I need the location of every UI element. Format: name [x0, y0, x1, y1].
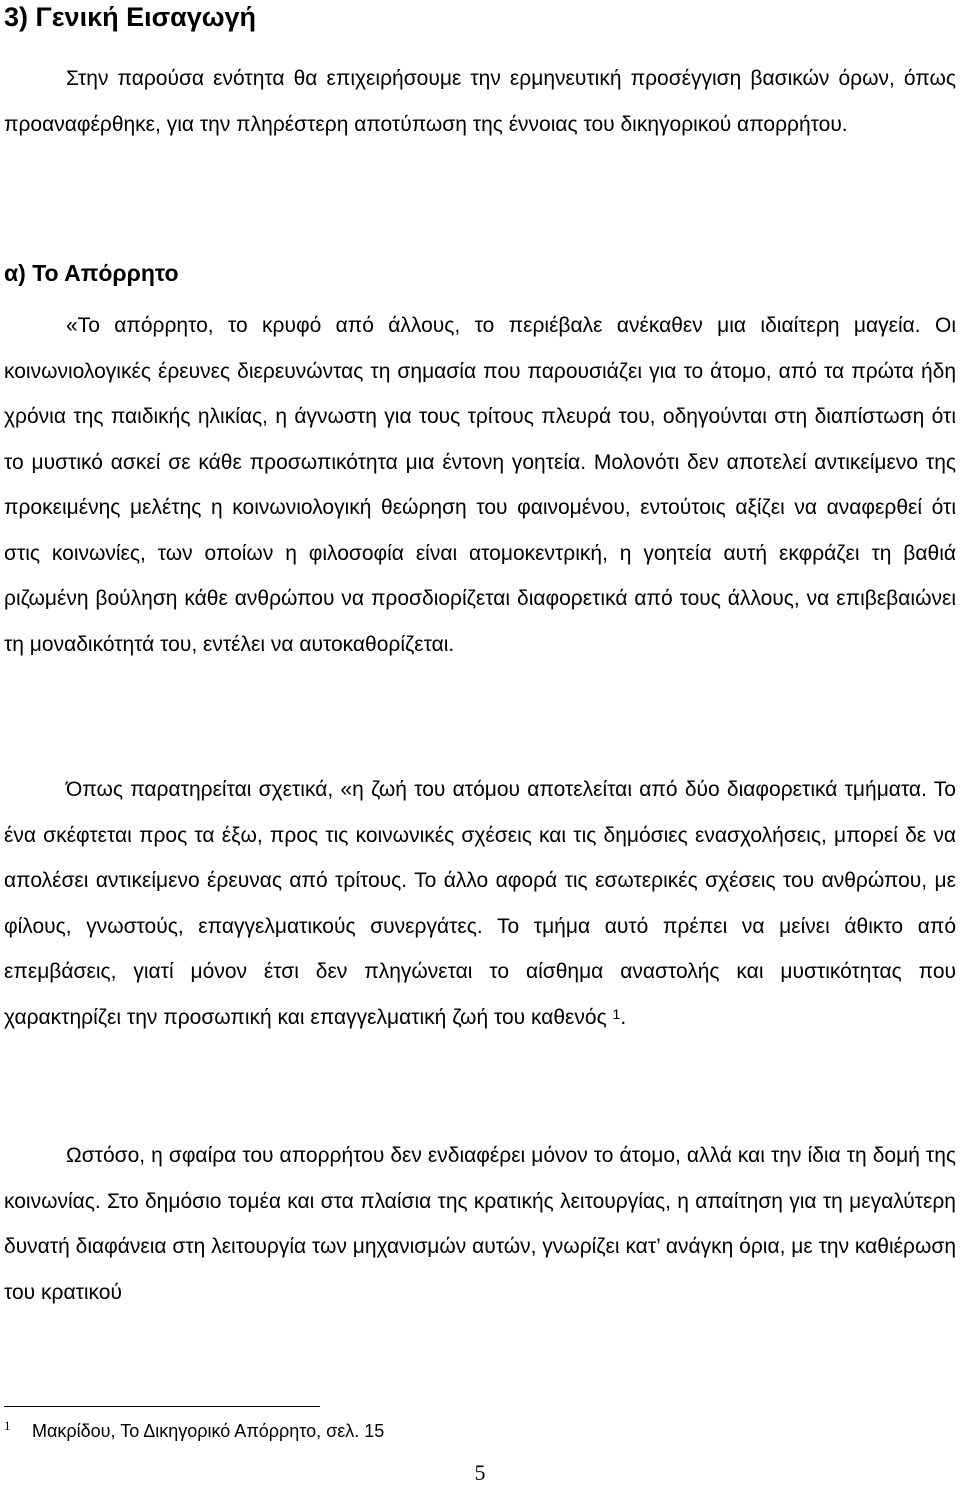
footnote-text: Μακρίδου, Το Δικηγορικό Απόρρητο, σελ. 15 — [32, 1421, 385, 1441]
footnote-reference: 1 — [612, 1005, 621, 1022]
subsection-heading: α) Το Απόρρητο — [4, 260, 179, 286]
body-paragraph-2 — [4, 767, 956, 1040]
section-heading: 3) Γενική Εισαγωγή — [4, 2, 257, 32]
page-number: 5 — [474, 1460, 486, 1485]
body-paragraph-3: Ωστόσο, η σφαίρα του απορρήτου δεν ενδιαφέρει μόνον το άτομο, αλλά και την ίδια τη δομή της κοινωνίας. Στο δημόσιο τομέα και στα πλαίσια της κρατικής λειτουργίας, η απαίτηση για τη μεγαλύτερη δυνατή διαφάνεια στη λειτουργία των μηχανισμών αυτών, γνωρίζει κατ’ ανάγκη όρια, με την καθιέρωση του κρατικού — [4, 1144, 956, 1304]
body-paragraph-2-end: . — [620, 1005, 627, 1029]
body-paragraph-2-text: Όπως παρατηρείται σχετικά, «η ζωή του ατόμου αποτελείται από δύο διαφορετικά τμήματα. Το ένα σκέφτεται προς τα έξω, προς τις κοινωνικές σχέσεις και τις δημόσιες ενασχολήσεις, μπορεί δε να απολέσει αντικείμενο έρευνας από τρίτους. Το άλλο αφορά τις εσωτερικές σχέσεις του ανθρώπου, με φίλους, γνωστούς, επαγγελματικούς συνεργάτες. Το τμήμα αυτό πρέπει να μείνει άθικτο από επεμβάσεις, γιατί μόνον έτσι δεν πληγώνεται το αίσθημα αναστολής και μυστικότητας που χαρακτηρίζει την προσωπική και επαγγελματική ζωή του καθενός — [4, 778, 956, 1029]
body-paragraph-1: «Το απόρρητο, το κρυφό από άλλους, το περιέβαλε ανέκαθεν μια ιδιαίτερη μαγεία. Οι κοινωνιολογικές έρευνες διερευνώντας τη σημασία που παρουσιάζει για το άτομο, από τα πρώτα ήδη χρόνια της παιδικής ηλικίας, η άγνωστη για τους τρίτους πλευρά του, οδηγούνται στη διαπίστωση ότι το μυστικό ασκεί σε κάθε προσωπικότητα μια έντονη γοητεία. Μολονότι δεν αποτελεί αντικείμενο της προκειμένης μελέτης η κοινωνιολογική θεώρηση του φαινομένου, εντούτοις αξίζει να αναφερθεί ότι στις κοινωνίες, των οποίων η φιλοσοφία είναι ατομοκεντρική, η γοητεία αυτή εκφράζει τη βαθιά ριζωμένη βούληση κάθε ανθρώπου να προσδιορίζεται διαφορετικά από τους άλλους, να επιβεβαιώνει τη μοναδικότητά του, εντέλει να αυτοκαθορίζεται. — [4, 314, 956, 656]
intro-paragraph: Στην παρούσα ενότητα θα επιχειρήσουμε την ερμηνευτική προσέγγιση βασικών όρων, όπως προαναφέρθηκε, για την πληρέστερη αποτύπωση της έννοιας του δικηγορικού απορρήτου. — [4, 67, 956, 136]
footnote: 1 Μακρίδου, Το Δικηγορικό Απόρρητο, σελ. 15 — [4, 1418, 385, 1441]
footnote-separator — [4, 1406, 320, 1407]
